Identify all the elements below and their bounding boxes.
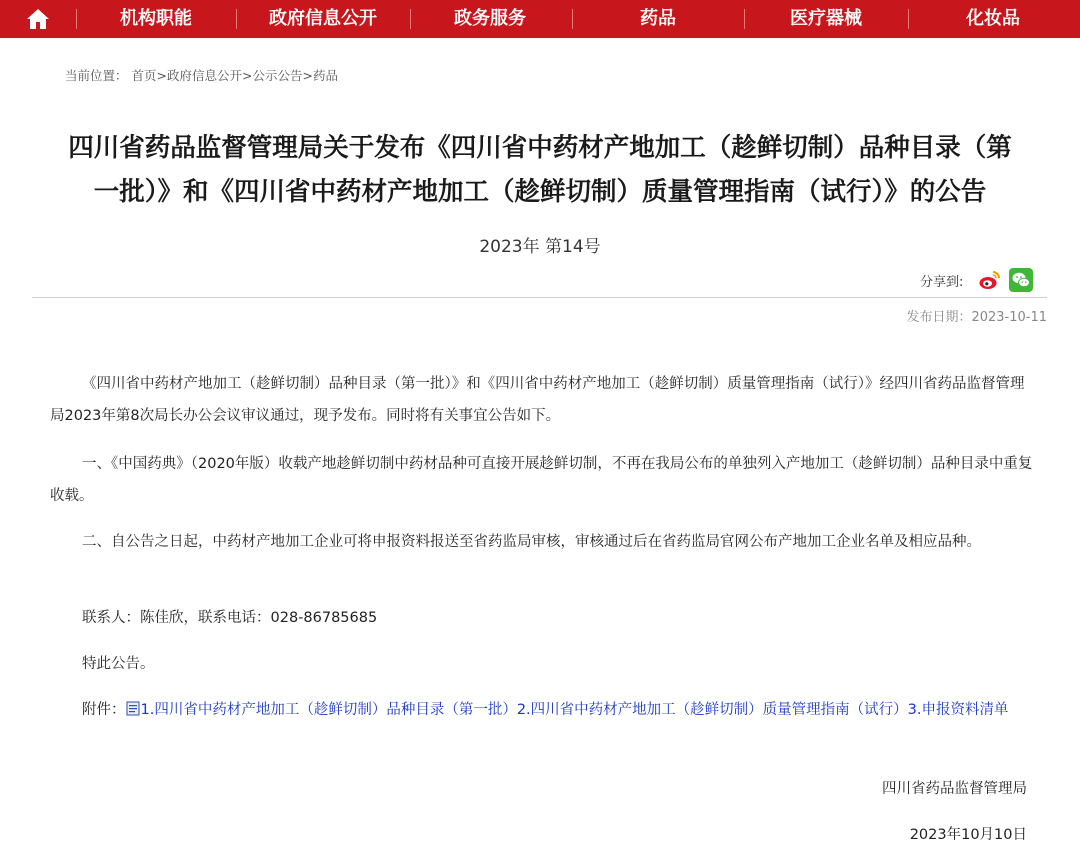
nav-item-zhengfu-xinxi[interactable]: 政府信息公开 <box>269 8 377 29</box>
breadcrumb <box>65 66 338 84</box>
breadcrumb-separator: > <box>302 68 313 83</box>
nav-item-zhengwu-fuwu[interactable]: 政务服务 <box>454 8 526 29</box>
wechat-icon[interactable] <box>1009 268 1033 292</box>
home-icon <box>26 8 50 30</box>
body-paragraph-item-2: 二、自公告之日起，中药材产地加工企业可将申报资料报送至省药监局审核，审核通过后在省药监局官网公布产地加工企业名单及相应品种。 <box>82 534 981 550</box>
document-number: 2023年 第14号 <box>479 237 601 257</box>
attachment-paragraph <box>50 694 1035 726</box>
title-line-1: 四川省药品监督管理局关于发布《四川省中药材产地加工（趁鲜切制）品种目录（第 <box>68 133 1012 163</box>
contact-line: 联系人：陈佳欣，联系电话：028-86785685 <box>82 610 378 626</box>
attachment-label: 附件： <box>82 702 126 718</box>
nav-item-yaopin[interactable]: 药品 <box>640 8 676 29</box>
breadcrumb-gov-info[interactable]: 政府信息公开 <box>167 68 243 83</box>
nav-item-huazhuangpin[interactable]: 化妆品 <box>966 8 1020 29</box>
home-button[interactable] <box>0 0 76 38</box>
signature-organization: 四川省药品监督管理局 <box>882 781 1027 797</box>
share-label: 分享到: <box>920 275 964 290</box>
breadcrumb-notices[interactable]: 公示公告 <box>252 68 303 83</box>
breadcrumb-separator: > <box>156 68 167 83</box>
body-paragraph-item-1: 一、《中国药典》（2020年版）收载产地趁鲜切制中药材品种可直接开展趁鲜切制，不再在我局公布的单独列入产地加工（趁鲜切制）品种目录中重复收载。 <box>50 456 1033 504</box>
breadcrumb-home[interactable]: 首页 <box>131 68 157 83</box>
breadcrumb-separator: > <box>242 68 253 83</box>
weibo-icon[interactable] <box>978 268 1002 292</box>
signature-date: 2023年10月10日 <box>909 827 1027 843</box>
breadcrumb-prefix: 当前位置： <box>65 68 128 83</box>
publish-date: 发布日期：2023-10-11 <box>906 310 1047 325</box>
body-paragraph-intro: 《四川省中药材产地加工（趁鲜切制）品种目录（第一批）》和《四川省中药材产地加工（趁鲜切制）质量管理指南（试行）》经四川省药品监督管理局2023年第8次局长办公会议审议通过，现予发布。同时将有关事宜公告如下。 <box>50 376 1025 424</box>
breadcrumb-drugs[interactable]: 药品 <box>313 68 339 83</box>
title-divider <box>32 297 1047 298</box>
attachment-link[interactable]: 1.四川省中药材产地加工（趁鲜切制）品种目录（第一批）2.四川省中药材产地加工（趁鲜切制）质量管理指南（试行）3.申报资料清单 <box>140 702 1009 718</box>
closing-line: 特此公告。 <box>82 656 155 672</box>
page-title <box>0 126 1080 214</box>
top-nav <box>0 0 1080 38</box>
title-line-2: 一批）》和《四川省中药材产地加工（趁鲜切制）质量管理指南（试行）》的公告 <box>93 177 987 207</box>
document-icon <box>126 701 140 716</box>
nav-item-jigou[interactable]: 机构职能 <box>120 8 192 29</box>
nav-item-yiliao-qixie[interactable]: 医疗器械 <box>790 8 862 29</box>
